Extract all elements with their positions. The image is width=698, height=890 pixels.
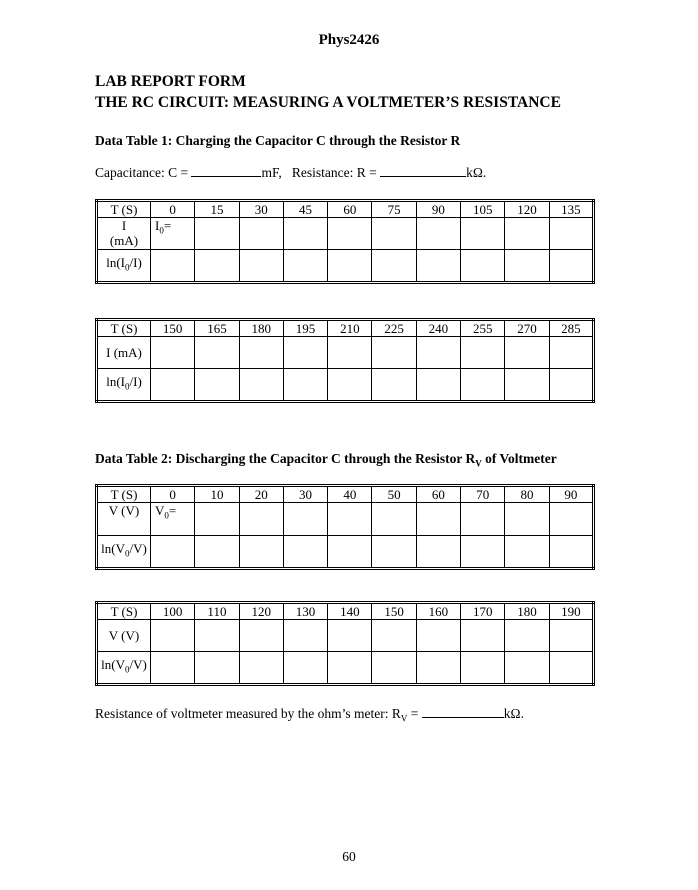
time-cell: 165 <box>195 320 239 337</box>
time-cell: 195 <box>283 320 327 337</box>
data-cell[interactable] <box>505 369 549 402</box>
time-cell: 190 <box>549 603 593 620</box>
data-cell[interactable] <box>549 536 593 569</box>
data-cell[interactable] <box>372 337 416 369</box>
time-cell: 0 <box>151 201 195 218</box>
charging-table-1 <box>95 199 595 284</box>
data-cell[interactable] <box>283 337 327 369</box>
data-cell[interactable] <box>151 250 195 283</box>
data-cell[interactable] <box>461 218 505 250</box>
data-cell[interactable] <box>195 218 239 250</box>
discharging-table-2 <box>95 601 595 686</box>
ln-header: $\ln(V_0/V)$ <box>97 652 151 685</box>
data-cell[interactable] <box>461 250 505 283</box>
data-cell[interactable] <box>549 503 593 536</box>
time-cell: 90 <box>416 201 460 218</box>
time-cell: 180 <box>239 320 283 337</box>
voltmeter-resistance-blank[interactable] <box>422 706 504 718</box>
data-cell[interactable] <box>372 652 416 685</box>
time-cell: 75 <box>372 201 416 218</box>
time-cell: 80 <box>505 486 549 503</box>
page-number: 60 <box>342 849 356 864</box>
current-row <box>97 337 594 369</box>
time-cell: 30 <box>239 201 283 218</box>
data-cell[interactable] <box>151 369 195 402</box>
data-cell[interactable] <box>416 369 460 402</box>
time-cell: 70 <box>461 486 505 503</box>
data-cell[interactable] <box>549 250 593 283</box>
data-cell[interactable] <box>372 218 416 250</box>
data-cell[interactable] <box>461 503 505 536</box>
time-cell: 45 <box>283 201 327 218</box>
data-cell[interactable] <box>239 620 283 652</box>
data-cell[interactable] <box>372 620 416 652</box>
experiment-title: THE RC CIRCUIT: MEASURING A VOLTMETER’S RESISTANCE <box>95 94 561 111</box>
time-cell: 15 <box>195 201 239 218</box>
time-cell: 10 <box>195 486 239 503</box>
resistance-blank[interactable] <box>380 165 466 177</box>
data-cell[interactable] <box>283 218 327 250</box>
time-cell: 60 <box>328 201 372 218</box>
time-cell: 270 <box>505 320 549 337</box>
data-cell[interactable] <box>283 503 327 536</box>
data-cell[interactable] <box>283 369 327 402</box>
time-cell: 240 <box>416 320 460 337</box>
table1-heading: Data Table 1: Charging the Capacitor C through the Resistor R <box>95 133 461 148</box>
time-cell: 135 <box>549 201 593 218</box>
data-cell[interactable] <box>416 250 460 283</box>
ln-row <box>97 536 594 569</box>
data-cell[interactable] <box>461 337 505 369</box>
time-cell: 110 <box>195 603 239 620</box>
data-cell[interactable] <box>239 536 283 569</box>
data-cell[interactable] <box>328 503 372 536</box>
data-cell[interactable] <box>372 250 416 283</box>
data-cell[interactable] <box>283 250 327 283</box>
ln-header: $\ln(V_0/V)$ <box>97 536 151 569</box>
data-cell[interactable] <box>461 652 505 685</box>
ln-row <box>97 369 594 402</box>
data-cell[interactable] <box>239 369 283 402</box>
data-cell[interactable] <box>195 250 239 283</box>
course-code: Phys2426 <box>318 32 380 48</box>
time-cell: 150 <box>151 320 195 337</box>
data-cell[interactable] <box>461 536 505 569</box>
voltage-header: V (V) <box>97 503 151 536</box>
time-header: T (S) <box>97 320 151 337</box>
time-header: T (S) <box>97 486 151 503</box>
time-header: T (S) <box>97 201 151 218</box>
time-cell: 30 <box>283 486 327 503</box>
time-cell: 170 <box>461 603 505 620</box>
data-cell[interactable] <box>372 503 416 536</box>
data-cell[interactable] <box>151 620 195 652</box>
time-row <box>97 486 594 503</box>
current-row <box>97 218 594 250</box>
data-cell[interactable] <box>372 536 416 569</box>
data-cell[interactable] <box>328 536 372 569</box>
data-cell[interactable] <box>283 652 327 685</box>
time-cell: 120 <box>239 603 283 620</box>
data-cell[interactable] <box>239 503 283 536</box>
data-cell[interactable] <box>416 503 460 536</box>
data-cell[interactable] <box>195 337 239 369</box>
data-cell[interactable] <box>549 620 593 652</box>
ln-header: $\ln(I_0/I)$ <box>97 369 151 402</box>
discharging-table-1 <box>95 484 595 570</box>
time-cell: 180 <box>505 603 549 620</box>
data-cell[interactable] <box>416 620 460 652</box>
form-title: LAB REPORT FORM <box>95 73 246 90</box>
data-cell[interactable] <box>549 652 593 685</box>
data-cell[interactable] <box>505 652 549 685</box>
time-cell: 100 <box>151 603 195 620</box>
time-cell: 130 <box>283 603 327 620</box>
data-cell[interactable] <box>549 337 593 369</box>
data-cell[interactable] <box>195 620 239 652</box>
data-cell[interactable] <box>239 250 283 283</box>
table2-heading: Data Table 2: Discharging the Capacitor C through the Resistor $R_V$ of Voltmeter <box>95 451 557 469</box>
data-cell[interactable] <box>416 337 460 369</box>
time-cell: 40 <box>328 486 372 503</box>
voltage-row <box>97 503 594 536</box>
data-cell[interactable] <box>283 620 327 652</box>
capacitance-label: Capacitance: C = <box>95 165 192 180</box>
data-cell[interactable] <box>239 652 283 685</box>
data-cell[interactable] <box>195 536 239 569</box>
data-cell[interactable] <box>239 218 283 250</box>
data-cell[interactable] <box>416 652 460 685</box>
resistance-unit: kΩ. <box>466 165 487 180</box>
time-cell: 255 <box>461 320 505 337</box>
time-cell: 0 <box>151 486 195 503</box>
time-cell: 160 <box>416 603 460 620</box>
data-cell[interactable] <box>328 250 372 283</box>
time-header: T (S) <box>97 603 151 620</box>
capacitance-unit: mF, <box>261 165 282 180</box>
data-cell[interactable] <box>151 337 195 369</box>
data-cell[interactable] <box>416 218 460 250</box>
data-cell[interactable] <box>372 369 416 402</box>
current-header: I (mA) <box>97 218 151 250</box>
data-cell[interactable] <box>461 620 505 652</box>
time-cell: 105 <box>461 201 505 218</box>
time-cell: 50 <box>372 486 416 503</box>
time-cell: 90 <box>549 486 593 503</box>
data-cell[interactable] <box>549 369 593 402</box>
time-cell: 120 <box>505 201 549 218</box>
resistance-label: Resistance: R = <box>291 165 381 180</box>
parameters-line <box>95 165 486 181</box>
ln-row <box>97 250 594 283</box>
time-row <box>97 320 594 337</box>
data-cell[interactable] <box>505 337 549 369</box>
time-row <box>97 201 594 218</box>
data-cell[interactable] <box>505 536 549 569</box>
capacitance-blank[interactable] <box>191 165 261 177</box>
data-cell[interactable] <box>195 503 239 536</box>
data-cell[interactable] <box>328 620 372 652</box>
data-cell[interactable] <box>328 652 372 685</box>
initial-voltage-cell[interactable]: $V_0=$ <box>151 503 195 536</box>
time-cell: 60 <box>416 486 460 503</box>
time-cell: 20 <box>239 486 283 503</box>
data-cell[interactable] <box>328 218 372 250</box>
ln-header: $\ln(I_0/I)$ <box>97 250 151 283</box>
time-cell: 210 <box>328 320 372 337</box>
data-cell[interactable] <box>505 503 549 536</box>
initial-current-cell[interactable]: $I_0=$ <box>151 218 195 250</box>
time-cell: 285 <box>549 320 593 337</box>
data-cell[interactable] <box>505 218 549 250</box>
data-cell[interactable] <box>505 250 549 283</box>
data-cell[interactable] <box>328 369 372 402</box>
data-cell[interactable] <box>195 652 239 685</box>
charging-table-2 <box>95 318 595 403</box>
time-cell: 140 <box>328 603 372 620</box>
time-cell: 150 <box>372 603 416 620</box>
voltage-row <box>97 620 594 652</box>
data-cell[interactable] <box>151 652 195 685</box>
current-header: I (mA) <box>97 337 151 369</box>
voltage-header: V (V) <box>97 620 151 652</box>
data-cell[interactable] <box>151 536 195 569</box>
data-cell[interactable] <box>505 620 549 652</box>
data-cell[interactable] <box>195 369 239 402</box>
voltmeter-resistance-line: Resistance of voltmeter measured by the ohm’s meter: $R_V = k\Omega$. <box>95 706 524 724</box>
data-cell[interactable] <box>239 337 283 369</box>
time-cell: 225 <box>372 320 416 337</box>
data-cell[interactable] <box>416 536 460 569</box>
data-cell[interactable] <box>549 218 593 250</box>
data-cell[interactable] <box>328 337 372 369</box>
data-cell[interactable] <box>461 369 505 402</box>
ln-row <box>97 652 594 685</box>
time-row <box>97 603 594 620</box>
data-cell[interactable] <box>283 536 327 569</box>
